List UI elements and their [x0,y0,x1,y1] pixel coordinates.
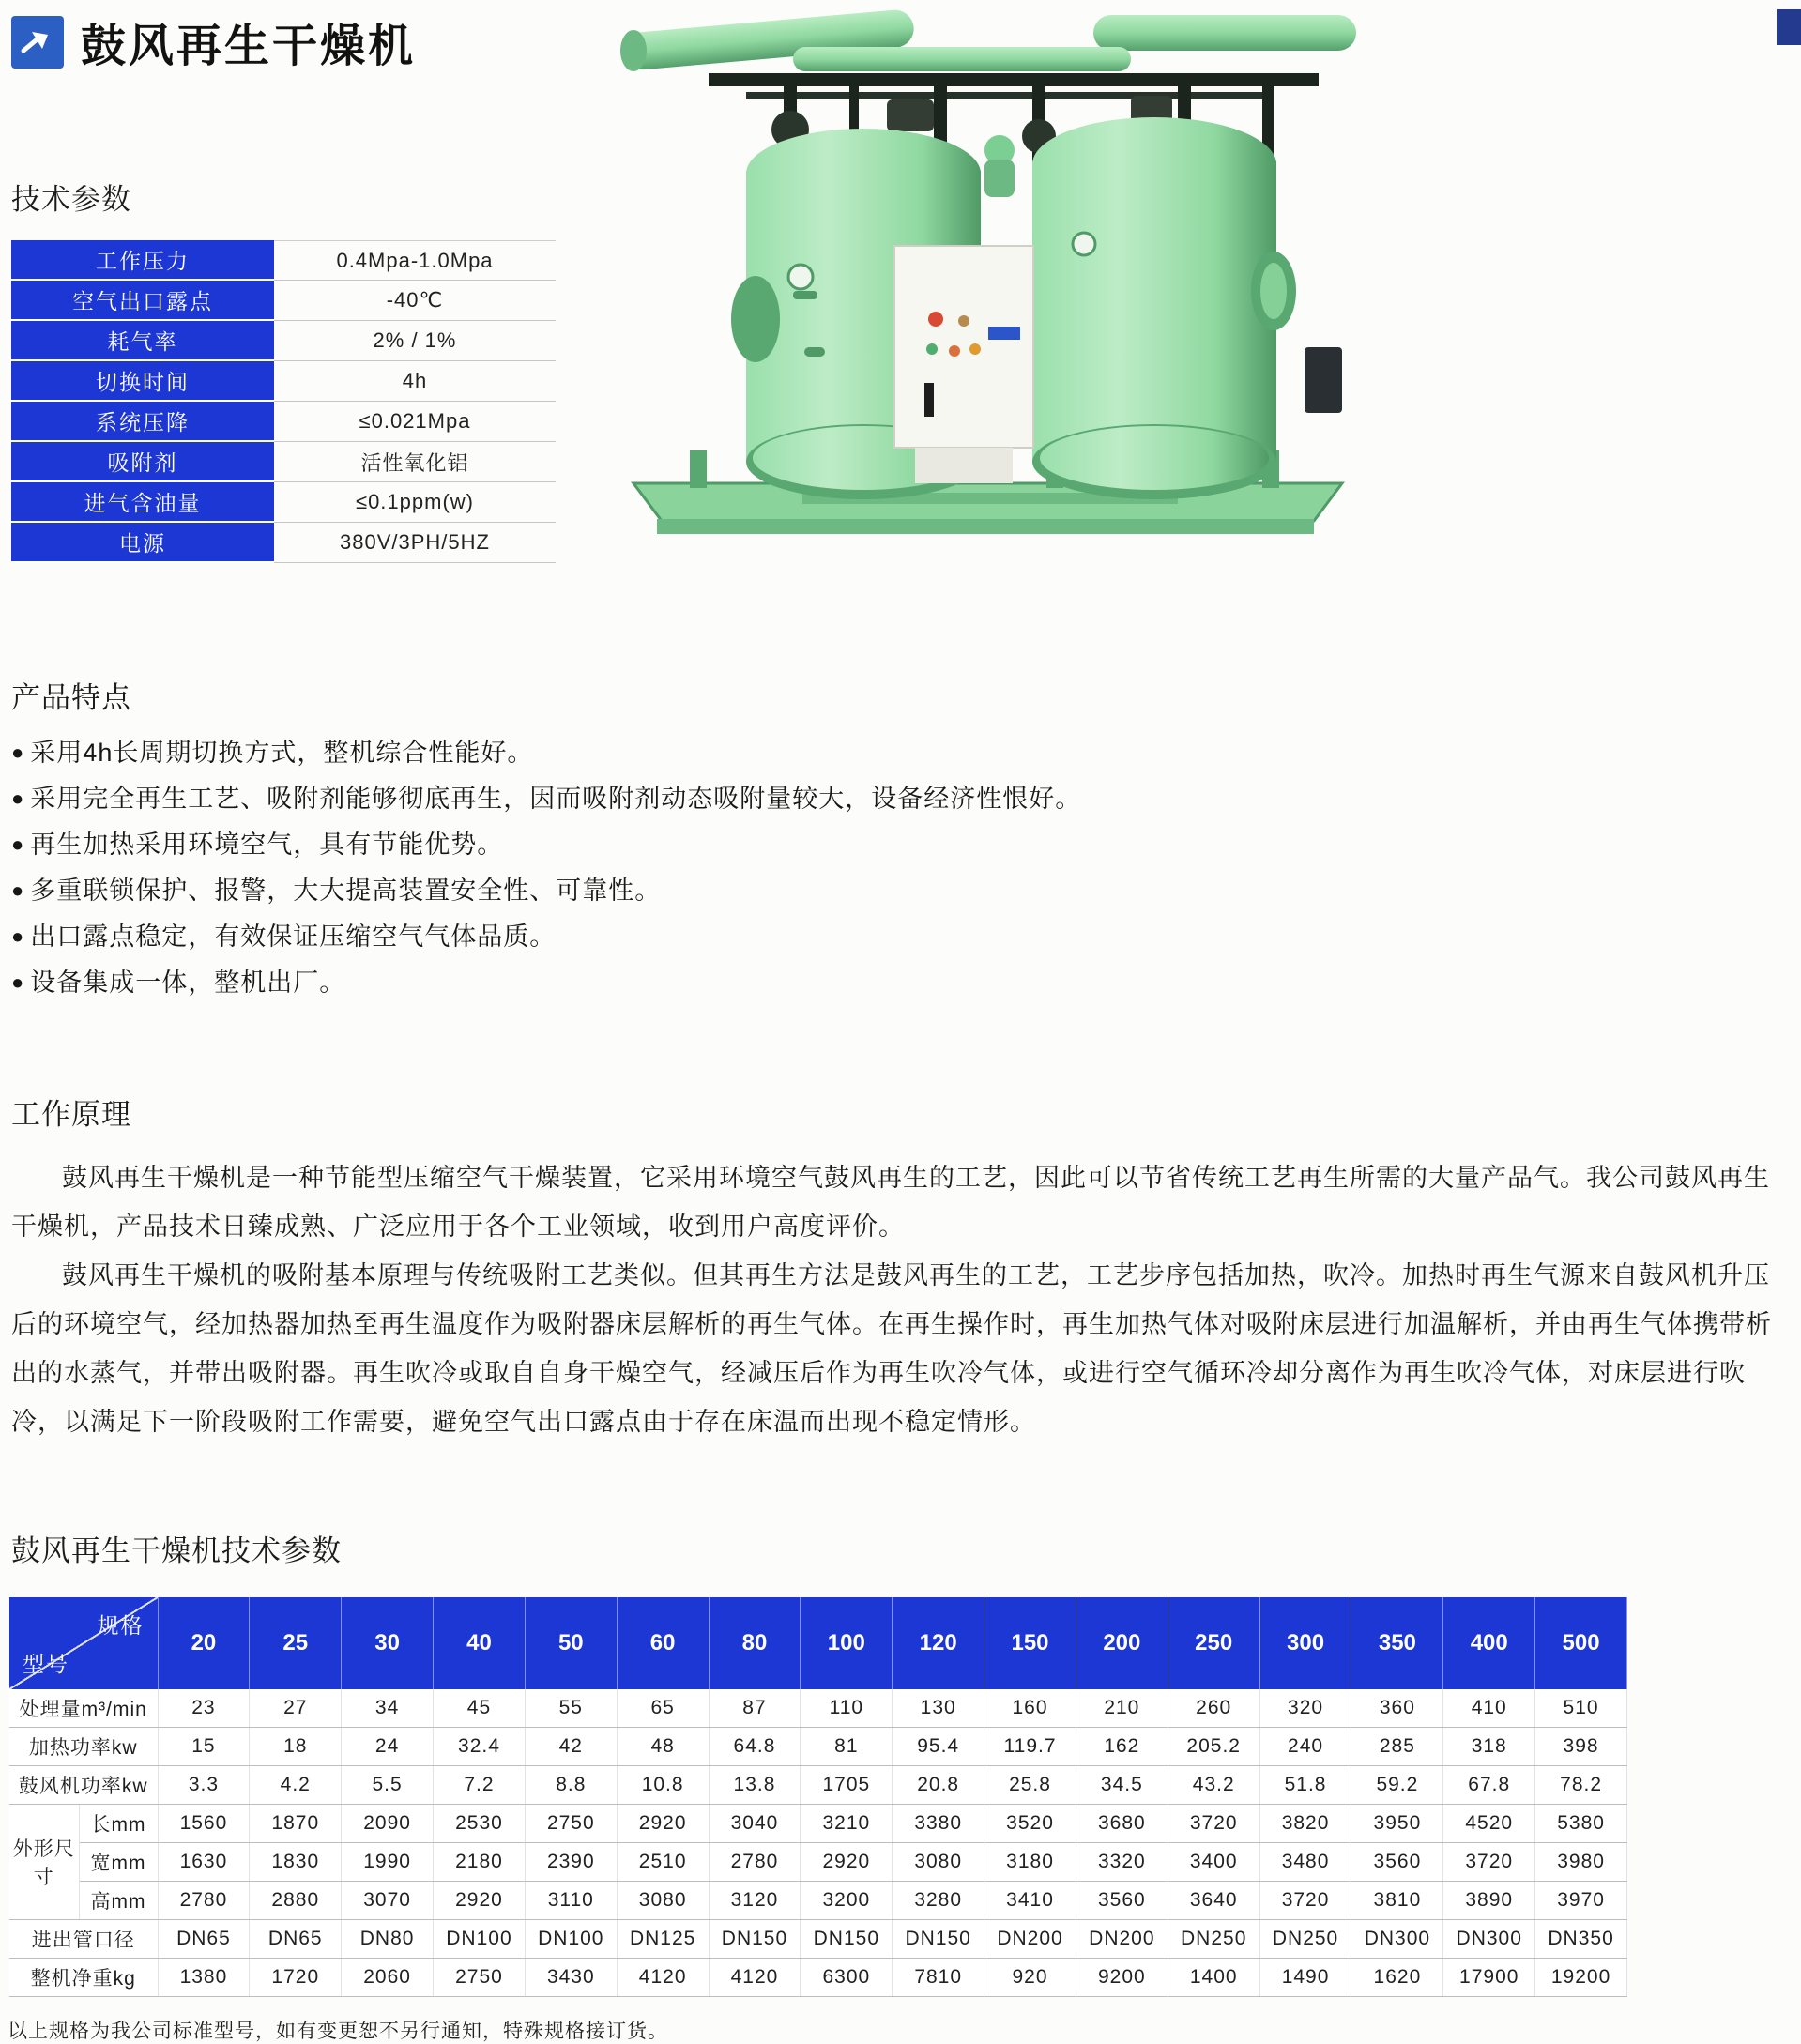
model-cell: DN80 [342,1920,434,1959]
model-cell: 18 [250,1728,342,1766]
spec-label: 切换时间 [11,361,274,402]
spec-row [11,402,556,442]
model-cell: DN125 [617,1920,709,1959]
model-cell: 15 [158,1728,250,1766]
model-cell: 3.3 [158,1766,250,1805]
spec-row [11,523,556,563]
model-row [9,1728,1627,1766]
model-cell: 2180 [434,1843,526,1882]
model-col-header: 500 [1535,1597,1627,1689]
model-col-header: 100 [801,1597,893,1689]
model-cell: 3810 [1351,1882,1443,1920]
model-cell: DN150 [801,1920,893,1959]
right-tank [1032,117,1342,499]
model-cell: 1720 [250,1959,342,1997]
model-cell: DN350 [1535,1920,1627,1959]
model-corner-cell [9,1597,158,1689]
model-cell: 3410 [984,1882,1076,1920]
model-cell: 1630 [158,1843,250,1882]
model-group-label: 外形尺寸 [9,1805,79,1920]
model-cell: 5.5 [342,1766,434,1805]
model-cell: 65 [617,1689,709,1728]
features-list [11,740,1801,997]
model-cell: 3040 [709,1805,801,1843]
corner-label-model: 型号 [23,1652,69,1676]
model-cell: 2920 [434,1882,526,1920]
model-cell: 87 [709,1689,801,1728]
model-col-header: 250 [1168,1597,1259,1689]
product-photo [605,9,1370,552]
model-cell: DN65 [250,1920,342,1959]
model-cell: 3280 [893,1882,984,1920]
model-cell: 4120 [617,1959,709,1997]
spec-value: 380V/3PH/5HZ [274,523,556,563]
model-cell: 2390 [525,1843,617,1882]
model-cell: 13.8 [709,1766,801,1805]
model-cell: DN150 [709,1920,801,1959]
feature-item: ● 采用4h长周期切换方式，整机综合性能好。 [11,740,1801,767]
model-cell: DN250 [1259,1920,1351,1959]
model-cell: 3560 [1351,1843,1443,1882]
model-cell: 110 [801,1689,893,1728]
model-cell: 3210 [801,1805,893,1843]
model-table [9,1597,1627,1997]
model-cell: DN150 [893,1920,984,1959]
model-row [9,1959,1627,1997]
model-cell: 2060 [342,1959,434,1997]
model-cell: 260 [1168,1689,1259,1728]
model-col-header: 25 [250,1597,342,1689]
model-col-header: 120 [893,1597,984,1689]
model-cell: 210 [1076,1689,1168,1728]
model-cell: 7810 [893,1959,984,1997]
principle-paragraph-2: 鼓风再生干燥机的吸附基本原理与传统吸附工艺类似。但其再生方法是鼓风再生的工艺，工艺步序包括加热，吹冷。加热时再生气源来自鼓风机升压后的环境空气，经加热器加热至再生温度作为吸附器床层解析的再生气体。在再生操作时，再生加热气体对吸附床层进行加温解析，并由再生气体携带析出的水蒸气，并带出吸附器。再生吹冷或取自自身干燥空气，经减压后作为再生吹冷气体，或进行空气循环冷却分离作为再生吹冷气体，对床层进行吹冷，以满足下一阶段吸附工作需要，避免空气出口露点由于存在床温而出现不稳定情形。 [11,1261,1772,1436]
control-cabinet [894,246,1033,483]
model-cell: 27 [250,1689,342,1728]
model-cell: 2530 [434,1805,526,1843]
model-cell: 510 [1535,1689,1627,1728]
model-cell: 1380 [158,1959,250,1997]
spec-row [11,361,556,402]
section-heading-principle: 工作原理 [11,1098,131,1131]
model-cell: 3520 [984,1805,1076,1843]
model-cell: 95.4 [893,1728,984,1766]
model-cell: 34 [342,1689,434,1728]
model-cell: 25.8 [984,1766,1076,1805]
spec-value: 4h [274,361,556,402]
model-row [9,1805,1627,1843]
model-cell: 3680 [1076,1805,1168,1843]
model-cell: 6300 [801,1959,893,1997]
model-cell: 78.2 [1535,1766,1627,1805]
page-corner-mark [1777,9,1801,45]
model-cell: 2920 [617,1805,709,1843]
feature-item: ● 出口露点稳定，有效保证压缩空气气体品质。 [11,924,1801,951]
spec-label: 吸附剂 [11,442,274,482]
model-cell: 2920 [801,1843,893,1882]
spec-label: 工作压力 [11,240,274,281]
spec-value: -40℃ [274,281,556,321]
model-cell: 3430 [525,1959,617,1997]
model-cell: 3080 [617,1882,709,1920]
model-cell: 3180 [984,1843,1076,1882]
model-cell: 1705 [801,1766,893,1805]
model-cell: 318 [1443,1728,1535,1766]
model-row-sublabel: 长mm [79,1805,158,1843]
spec-value: ≤0.021Mpa [274,402,556,442]
model-cell: 4520 [1443,1805,1535,1843]
model-cell: 51.8 [1259,1766,1351,1805]
spec-value: 0.4Mpa-1.0Mpa [274,240,556,281]
model-cell: DN65 [158,1920,250,1959]
model-cell: 320 [1259,1689,1351,1728]
model-cell: 48 [617,1728,709,1766]
model-col-header: 150 [984,1597,1076,1689]
model-cell: 10.8 [617,1766,709,1805]
spec-value: 2% / 1% [274,321,556,361]
model-cell: 3080 [893,1843,984,1882]
model-cell: 81 [801,1728,893,1766]
model-cell: 32.4 [434,1728,526,1766]
model-cell: 20.8 [893,1766,984,1805]
model-cell: 3980 [1535,1843,1627,1882]
spec-label: 空气出口露点 [11,281,274,321]
model-cell: 17900 [1443,1959,1535,1997]
section-heading-features: 产品特点 [11,681,131,714]
spec-row [11,442,556,482]
model-cell: 3720 [1168,1805,1259,1843]
model-col-header: 40 [434,1597,526,1689]
model-cell: 7.2 [434,1766,526,1805]
model-cell: 64.8 [709,1728,801,1766]
model-cell: 1490 [1259,1959,1351,1997]
top-green-pipes [620,9,1356,71]
model-cell: 162 [1076,1728,1168,1766]
model-cell: 59.2 [1351,1766,1443,1805]
model-cell: 1560 [158,1805,250,1843]
model-row [9,1920,1627,1959]
model-cell: 3640 [1168,1882,1259,1920]
model-cell: 3120 [709,1882,801,1920]
model-cell: 5380 [1535,1805,1627,1843]
footnote: 以上规格为我公司标准型号，如有变更恕不另行通知，特殊规格接订货。 [8,2021,668,2042]
model-cell: 3400 [1168,1843,1259,1882]
model-col-header: 30 [342,1597,434,1689]
model-cell: DN200 [984,1920,1076,1959]
spec-row [11,482,556,523]
model-cell: 42 [525,1728,617,1766]
model-row-label: 鼓风机功率kw [9,1766,158,1805]
spec-row [11,281,556,321]
model-cell: 4.2 [250,1766,342,1805]
spec-label: 进气含油量 [11,482,274,523]
spec-row [11,321,556,361]
model-cell: 2780 [158,1882,250,1920]
principle-paragraph-1: 鼓风再生干燥机是一种节能型压缩空气干燥装置，它采用环境空气鼓风再生的工艺，因此可以节省传统工艺再生所需的大量产品气。我公司鼓风再生干燥机，产品技术日臻成熟、广泛应用于各个工业领域，收到用户高度评价。 [11,1164,1770,1241]
model-cell: 2780 [709,1843,801,1882]
model-cell: 240 [1259,1728,1351,1766]
page-title: 鼓风再生干燥机 [81,22,417,71]
model-row-label: 加热功率kw [9,1728,158,1766]
model-cell: 9200 [1076,1959,1168,1997]
model-cell: 1830 [250,1843,342,1882]
model-cell: DN200 [1076,1920,1168,1959]
model-col-header: 60 [617,1597,709,1689]
arrow-right-icon [11,16,64,69]
model-row-label: 进出管口径 [9,1920,158,1959]
spec-value: ≤0.1ppm(w) [274,482,556,523]
model-cell: 285 [1351,1728,1443,1766]
model-cell: 398 [1535,1728,1627,1766]
model-cell: 43.2 [1168,1766,1259,1805]
spec-label: 电源 [11,523,274,563]
model-cell: DN100 [434,1920,526,1959]
spec-label: 系统压降 [11,402,274,442]
feature-item: ● 设备集成一体，整机出厂。 [11,970,1801,997]
model-row [9,1689,1627,1728]
model-cell: 3890 [1443,1882,1535,1920]
model-cell: 3110 [525,1882,617,1920]
model-cell: 3200 [801,1882,893,1920]
model-cell: DN300 [1443,1920,1535,1959]
model-row-label: 整机净重kg [9,1959,158,1997]
model-cell: 55 [525,1689,617,1728]
model-cell: 1990 [342,1843,434,1882]
model-cell: 2510 [617,1843,709,1882]
model-col-header: 400 [1443,1597,1535,1689]
feature-item: ● 多重联锁保护、报警，大大提高装置安全性、可靠性。 [11,878,1801,905]
model-cell: 3820 [1259,1805,1351,1843]
model-cell: 1870 [250,1805,342,1843]
model-col-header: 20 [158,1597,250,1689]
model-cell: DN250 [1168,1920,1259,1959]
model-cell: 23 [158,1689,250,1728]
model-cell: 3560 [1076,1882,1168,1920]
model-cell: 19200 [1535,1959,1627,1997]
model-cell: 130 [893,1689,984,1728]
model-cell: 2090 [342,1805,434,1843]
model-row [9,1882,1627,1920]
model-row-sublabel: 高mm [79,1882,158,1920]
spec-label: 耗气率 [11,321,274,361]
model-cell: 2750 [525,1805,617,1843]
model-row [9,1766,1627,1805]
model-cell: 4120 [709,1959,801,1997]
model-cell: 3380 [893,1805,984,1843]
spec-row [11,240,556,281]
model-cell: 3480 [1259,1843,1351,1882]
model-col-header: 50 [525,1597,617,1689]
model-cell: 1620 [1351,1959,1443,1997]
model-cell: 160 [984,1689,1076,1728]
model-cell: 2750 [434,1959,526,1997]
model-cell: 360 [1351,1689,1443,1728]
model-cell: 920 [984,1959,1076,1997]
model-col-header: 350 [1351,1597,1443,1689]
model-cell: 67.8 [1443,1766,1535,1805]
model-cell: 2880 [250,1882,342,1920]
model-cell: 119.7 [984,1728,1076,1766]
model-cell: 3970 [1535,1882,1627,1920]
model-row-sublabel: 宽mm [79,1843,158,1882]
model-row-label: 处理量m³/min [9,1689,158,1728]
model-row [9,1843,1627,1882]
section-heading-tech-params: 技术参数 [11,183,131,216]
model-cell: 3720 [1259,1882,1351,1920]
model-cell: DN300 [1351,1920,1443,1959]
model-cell: 3950 [1351,1805,1443,1843]
model-cell: 24 [342,1728,434,1766]
model-cell: 410 [1443,1689,1535,1728]
model-cell: 45 [434,1689,526,1728]
model-cell: 1400 [1168,1959,1259,1997]
model-cell: 3320 [1076,1843,1168,1882]
feature-item: ● 采用完全再生工艺、吸附剂能够彻底再生，因而吸附剂动态吸附量较大，设备经济性恨好。 [11,786,1801,813]
model-cell: 3070 [342,1882,434,1920]
model-col-header: 200 [1076,1597,1168,1689]
model-col-header: 300 [1259,1597,1351,1689]
spec-value: 活性氧化铝 [274,442,556,482]
model-cell: DN100 [525,1920,617,1959]
model-cell: 205.2 [1168,1728,1259,1766]
feature-item: ● 再生加热采用环境空气，具有节能优势。 [11,832,1801,859]
spec-table [11,240,556,563]
section-heading-model-table: 鼓风再生干燥机技术参数 [11,1534,342,1567]
model-col-header: 80 [709,1597,801,1689]
model-cell: 8.8 [525,1766,617,1805]
corner-label-spec: 规格 [97,1613,145,1638]
model-cell: 34.5 [1076,1766,1168,1805]
model-cell: 3720 [1443,1843,1535,1882]
